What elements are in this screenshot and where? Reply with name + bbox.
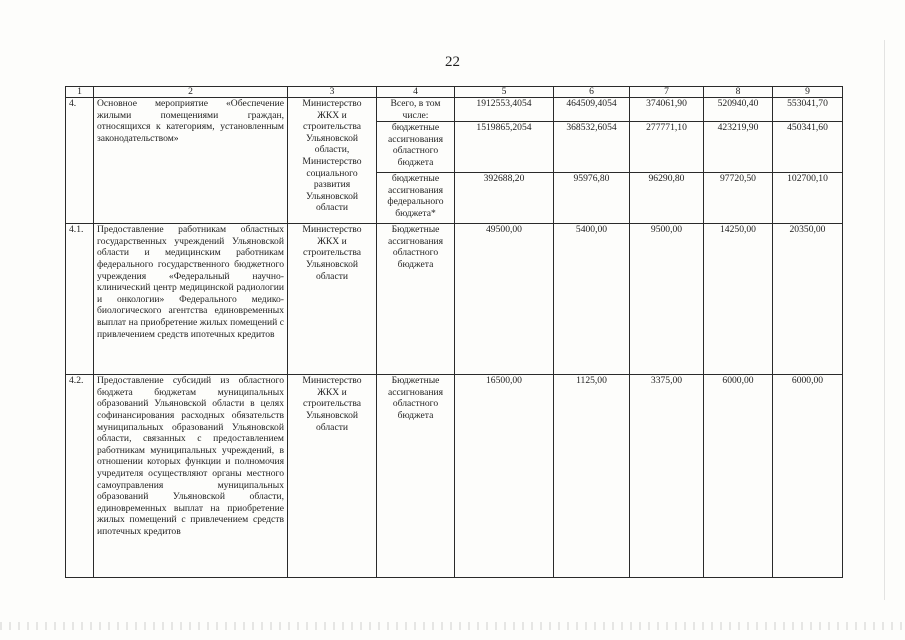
- amount-cell: 96290,80: [630, 173, 704, 224]
- column-number: 9: [773, 87, 843, 98]
- amount-cell: 1125,00: [554, 375, 630, 578]
- table-row: [66, 98, 843, 122]
- funding-source: Бюджетные ассигнования областного бюджета: [377, 224, 455, 375]
- funding-source: Бюджетные ассигнования областного бюджета: [377, 375, 455, 578]
- amount-cell: 102700,10: [773, 173, 843, 224]
- measure-name: Предоставление работникам областных государственных учреждений Ульяновской области и медицинским работникам федерального государственного бюджетного учреждения «Федеральный научно-клинический центр медицинской радиологии и онкологии» Федерального медико-биологического агентства единовременных выплат на приобретение жилых помещений с привлечением средств ипотечных кредитов: [94, 224, 288, 375]
- measure-name: Предоставление субсидий из областного бюджета бюджетам муниципальных образований Ульяновской области в целях софинансирования расходных обязательств муниципальных образований Ульяновской области, связанных с предоставлением работникам муниципальных учреждений, в отношении которых функции и полномочия учредителя осуществляют органы местного самоуправления муниципальных образований Ульяновской области, единовременных выплат на приобретение жилых помещений с привлечением средств ипотечных кредитов: [94, 375, 288, 578]
- executor: Министерство ЖКХ и строительства Ульяновской области: [288, 224, 377, 375]
- column-number: 4: [377, 87, 455, 98]
- scan-artifact: [0, 622, 905, 630]
- amount-cell: 520940,40: [704, 98, 773, 122]
- amount-cell: 20350,00: [773, 224, 843, 375]
- amount-cell: 1912553,4054: [455, 98, 554, 122]
- amount-cell: 277771,10: [630, 122, 704, 173]
- table-row: [66, 375, 843, 578]
- table-row: [66, 224, 843, 375]
- executor: Министерство ЖКХ и строительства Ульяновской области, Министерство социального развития Ульяновской области: [288, 98, 377, 224]
- measure-name: Основное мероприятие «Обеспечение жилыми помещениями граждан, относящихся к категориям, установленным законодательством»: [94, 98, 288, 224]
- amount-cell: 16500,00: [455, 375, 554, 578]
- amount-cell: 95976,80: [554, 173, 630, 224]
- amount-cell: 6000,00: [773, 375, 843, 578]
- amount-cell: 97720,50: [704, 173, 773, 224]
- column-number: 3: [288, 87, 377, 98]
- funding-source: бюджетные ассигнования областного бюджета: [377, 122, 455, 173]
- column-numbers-row: [66, 87, 843, 98]
- executor: Министерство ЖКХ и строительства Ульяновской области: [288, 375, 377, 578]
- row-number: 4.: [66, 98, 94, 224]
- amount-cell: 1519865,2054: [455, 122, 554, 173]
- scan-edge: [884, 40, 885, 600]
- funding-source: бюджетные ассигнования федерального бюджета*: [377, 173, 455, 224]
- amount-cell: 49500,00: [455, 224, 554, 375]
- amount-cell: 5400,00: [554, 224, 630, 375]
- column-number: 5: [455, 87, 554, 98]
- amount-cell: 368532,6054: [554, 122, 630, 173]
- column-number: 6: [554, 87, 630, 98]
- amount-cell: 9500,00: [630, 224, 704, 375]
- column-number: 7: [630, 87, 704, 98]
- amount-cell: 392688,20: [455, 173, 554, 224]
- page-number: 22: [445, 54, 460, 70]
- amount-cell: 3375,00: [630, 375, 704, 578]
- column-number: 8: [704, 87, 773, 98]
- row-number: 4.2.: [66, 375, 94, 578]
- program-table: [65, 86, 843, 578]
- amount-cell: 374061,90: [630, 98, 704, 122]
- amount-cell: 6000,00: [704, 375, 773, 578]
- amount-cell: 464509,4054: [554, 98, 630, 122]
- amount-cell: 423219,90: [704, 122, 773, 173]
- funding-source: Всего, в том числе:: [377, 98, 455, 122]
- row-number: 4.1.: [66, 224, 94, 375]
- amount-cell: 553041,70: [773, 98, 843, 122]
- amount-cell: 14250,00: [704, 224, 773, 375]
- column-number: 2: [94, 87, 288, 98]
- amount-cell: 450341,60: [773, 122, 843, 173]
- column-number: 1: [66, 87, 94, 98]
